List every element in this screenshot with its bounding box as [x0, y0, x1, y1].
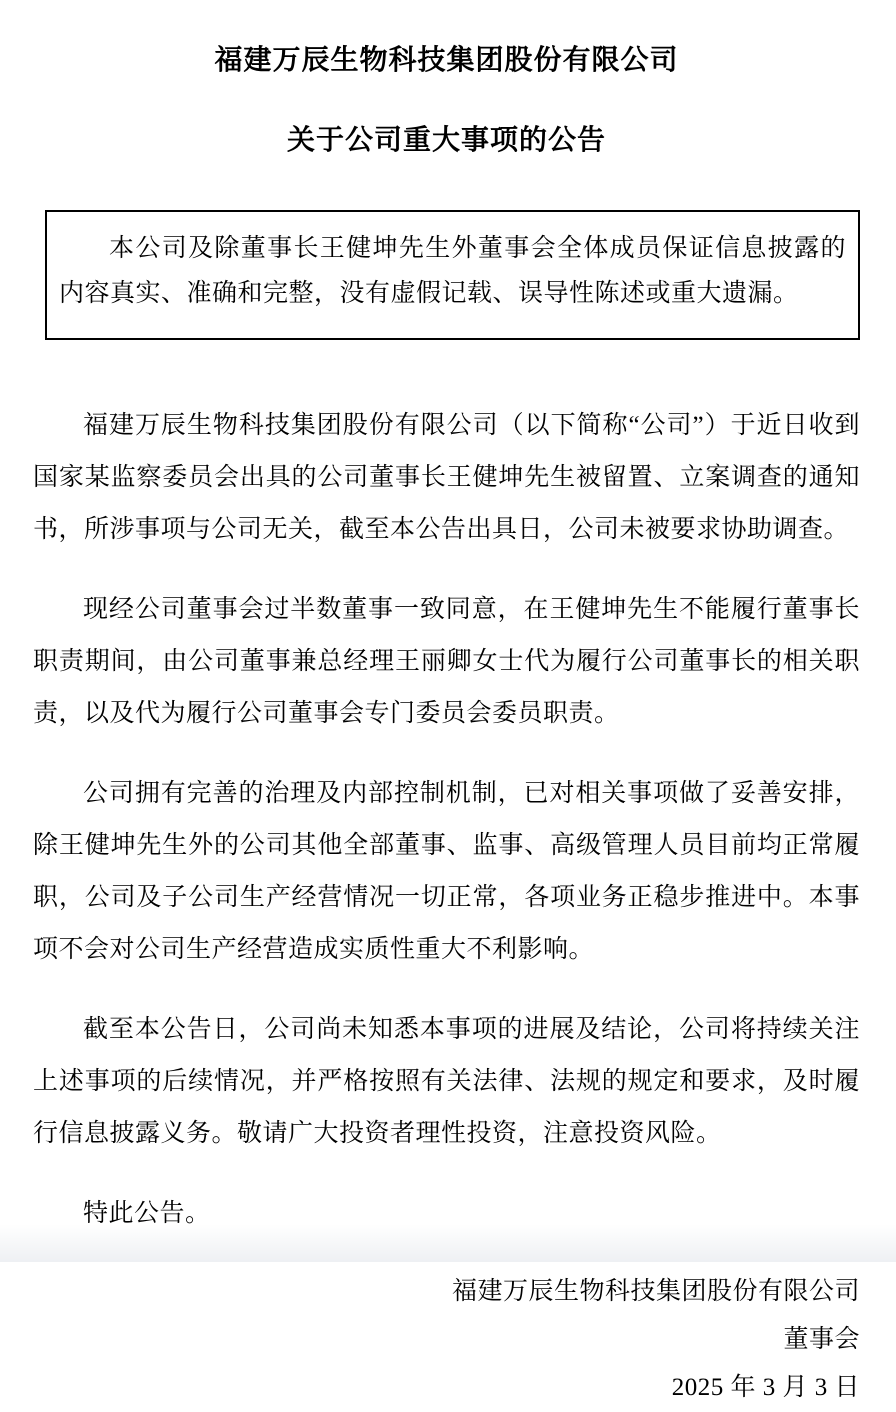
signature-company: 福建万辰生物科技集团股份有限公司	[451, 1278, 860, 1305]
paragraph-governance: 公司拥有完善的治理及内部控制机制，已对相关事项做了妥善安排，除王健坤先生外的公司其他全部董事、监事、高级管理人员目前均正常履职，公司及子公司生产经营情况一切正常，各项业务正稳步推进中。本事项不会对公司生产经营造成实质性重大不利影响。	[33, 780, 860, 963]
announcement-body	[33, 400, 860, 1240]
signature-block	[33, 1268, 860, 1412]
paragraph-notice-received: 福建万辰生物科技集团股份有限公司（以下简称“公司”）于近日收到国家某监察委员会出具的公司董事长王健坤先生被留置、立案调查的通知书，所涉事项与公司无关，截至本公告出具日，公司未被要求协助调查。	[33, 412, 860, 543]
company-title: 福建万辰生物科技集团股份有限公司	[214, 44, 679, 75]
paragraph-closing: 特此公告。	[83, 1200, 211, 1227]
signature-board: 董事会	[783, 1326, 860, 1353]
disclaimer-text: 本公司及除董事长王健坤先生外董事会全体成员保证信息披露的内容真实、准确和完整，没有虚假记载、误导性陈述或重大遗漏。	[59, 235, 846, 307]
announcement-subtitle: 关于公司重大事项的公告	[286, 124, 606, 155]
paragraph-acting-chairman: 现经公司董事会过半数董事一致同意，在王健坤先生不能履行董事长职责期间，由公司董事兼总经理王丽卿女士代为履行公司董事长的相关职责，以及代为履行公司董事会专门委员会委员职责。	[33, 596, 860, 727]
disclaimer-box	[45, 210, 860, 340]
paragraph-disclosure-commitment: 截至本公告日，公司尚未知悉本事项的进展及结论，公司将持续关注上述事项的后续情况，并严格按照有关法律、法规的规定和要求，及时履行信息披露义务。敬请广大投资者理性投资，注意投资风险。	[33, 1016, 860, 1147]
signature-date: 2025 年 3 月 3 日	[671, 1374, 860, 1401]
